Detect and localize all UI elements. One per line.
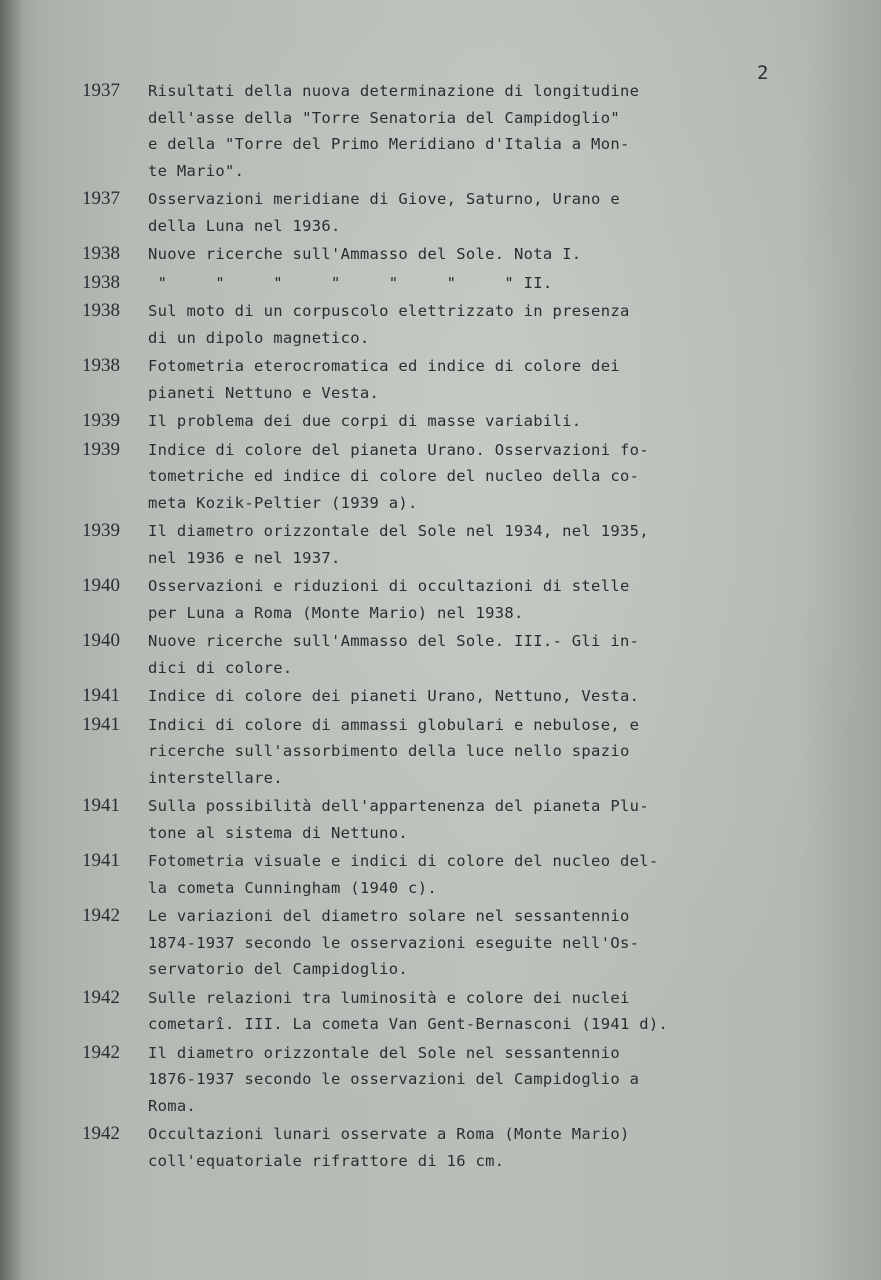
publication-entry (82, 408, 867, 435)
publication-entry (82, 241, 867, 268)
publication-year: 1938 (82, 243, 120, 264)
title-line: cometarî. III. La cometa Van Gent-Bernasconi (1941 d). (148, 1015, 669, 1033)
title-line: Indice di colore del pianeta Urano. Osservazioni fo- (148, 440, 649, 459)
title-line: Il problema dei due corpi di masse variabili. (148, 412, 582, 430)
publication-year: 1939 (82, 520, 120, 541)
publication-entry (82, 1121, 867, 1174)
publication-entry (82, 628, 867, 681)
title-line: Sulla possibilità dell'appartenenza del pianeta Plu- (148, 797, 649, 815)
title-line: tometriche ed indice di colore del nucleo della co- (148, 467, 640, 485)
publication-title (148, 78, 867, 184)
publication-entry (82, 78, 867, 184)
title-line: interstellare. (148, 768, 283, 787)
publication-title (148, 437, 867, 517)
publication-year: 1942 (82, 1123, 120, 1144)
title-line: Indici di colore di ammassi globulari e nebulose, e (148, 715, 640, 734)
title-line: ricerche sull'assorbimento della luce nello spazio (148, 742, 630, 760)
publication-year: 1938 (82, 300, 120, 321)
publication-entry (82, 186, 867, 239)
title-line: Il diametro orizzontale del Sole nel sessantennio (148, 1043, 620, 1062)
publication-title (148, 903, 867, 983)
publication-entry (82, 793, 867, 846)
title-line: te Mario". (148, 161, 245, 180)
publication-title (148, 683, 867, 710)
title-line: nel 1936 e nel 1937. (148, 548, 341, 567)
publication-list (82, 78, 867, 1176)
publication-year: 1938 (82, 271, 120, 293)
publication-entry (82, 683, 867, 710)
title-line: Indice di colore dei pianeti Urano, Nettuno, Vesta. (148, 687, 640, 705)
title-line: Sul moto di un corpuscolo elettrizzato in presenza (148, 302, 630, 320)
publication-title (148, 712, 867, 792)
publication-title (148, 628, 867, 681)
publication-entry (82, 270, 867, 297)
publication-year: 1941 (82, 795, 120, 816)
publication-entry (82, 353, 867, 406)
publication-entry (82, 298, 867, 351)
publication-entry (82, 573, 867, 626)
publication-year: 1941 (82, 685, 120, 706)
publication-year: 1937 (82, 188, 120, 209)
title-line: Sulle relazioni tra luminosità e colore dei nuclei (148, 988, 630, 1007)
publication-year: 1942 (82, 1041, 120, 1063)
publication-title (148, 573, 867, 626)
title-line: della Luna nel 1936. (148, 216, 341, 235)
title-line: Nuove ricerche sull'Ammasso del Sole. Nota I. (148, 245, 582, 263)
publication-year: 1941 (82, 850, 120, 871)
title-line: " " " " " " " II. (148, 273, 553, 292)
publication-title (148, 1040, 867, 1120)
title-line: tone al sistema di Nettuno. (148, 823, 409, 842)
publication-title (148, 353, 867, 406)
title-line: dell'asse della "Torre Senatoria del Campidoglio" (148, 108, 620, 127)
title-line: Risultati della nuova determinazione di longitudine (148, 82, 640, 100)
publication-title (148, 518, 867, 571)
title-line: servatorio del Campidoglio. (148, 960, 409, 978)
title-line: e della "Torre del Primo Meridiano d'Italia a Mon- (148, 135, 630, 153)
publication-year: 1942 (82, 986, 120, 1008)
title-line: 1876-1937 secondo le osservazioni del Campidoglio a (148, 1070, 640, 1088)
title-line: di un dipolo magnetico. (148, 328, 370, 347)
title-line: Osservazioni e riduzioni di occultazioni di stelle (148, 577, 630, 595)
publication-entry (82, 712, 867, 792)
publication-title (148, 298, 867, 351)
publication-year: 1940 (82, 630, 120, 651)
publication-title (148, 985, 867, 1038)
title-line: Occultazioni lunari osservate a Roma (Monte Mario) (148, 1125, 630, 1143)
publication-title (148, 241, 867, 268)
title-line: per Luna a Roma (Monte Mario) nel 1938. (148, 603, 524, 622)
title-line: la cometa Cunningham (1940 c). (148, 878, 437, 897)
publication-year: 1937 (82, 80, 120, 101)
title-line: Roma. (148, 1096, 197, 1115)
publication-year: 1939 (82, 438, 120, 460)
publication-year: 1938 (82, 355, 120, 376)
publication-title (148, 1121, 867, 1174)
title-line: Nuove ricerche sull'Ammasso del Sole. III.- Gli in- (148, 632, 640, 650)
title-line: Osservazioni meridiane di Giove, Saturno, Urano e (148, 190, 620, 208)
publication-year: 1941 (82, 713, 120, 735)
publication-entry (82, 437, 867, 517)
title-line: coll'equatoriale rifrattore di 16 cm. (148, 1151, 505, 1170)
publication-year: 1939 (82, 410, 120, 431)
title-line: Le variazioni del diametro solare nel sessantennio (148, 907, 630, 925)
title-line: pianeti Nettuno e Vesta. (148, 383, 380, 402)
publication-title (148, 408, 867, 435)
title-line: dici di colore. (148, 658, 293, 677)
publication-entry (82, 903, 867, 983)
title-line: Il diametro orizzontale del Sole nel 1934, nel 1935, (148, 522, 649, 540)
publication-year: 1942 (82, 905, 120, 926)
publication-title (148, 270, 867, 297)
publication-year: 1940 (82, 575, 120, 596)
title-line: 1874-1937 secondo le osservazioni eseguite nell'Os- (148, 933, 640, 952)
publication-entry (82, 1040, 867, 1120)
title-line: Fotometria eterocromatica ed indice di colore dei (148, 357, 620, 375)
publication-entry (82, 518, 867, 571)
publication-title (148, 793, 867, 846)
publication-entry (82, 848, 867, 901)
publication-entry (82, 985, 867, 1038)
title-line: Fotometria visuale e indici di colore del nucleo del- (148, 852, 659, 870)
publication-title (148, 186, 867, 239)
title-line: meta Kozik-Peltier (1939 a). (148, 493, 418, 512)
page-number: 2 (757, 62, 769, 84)
publication-title (148, 848, 867, 901)
